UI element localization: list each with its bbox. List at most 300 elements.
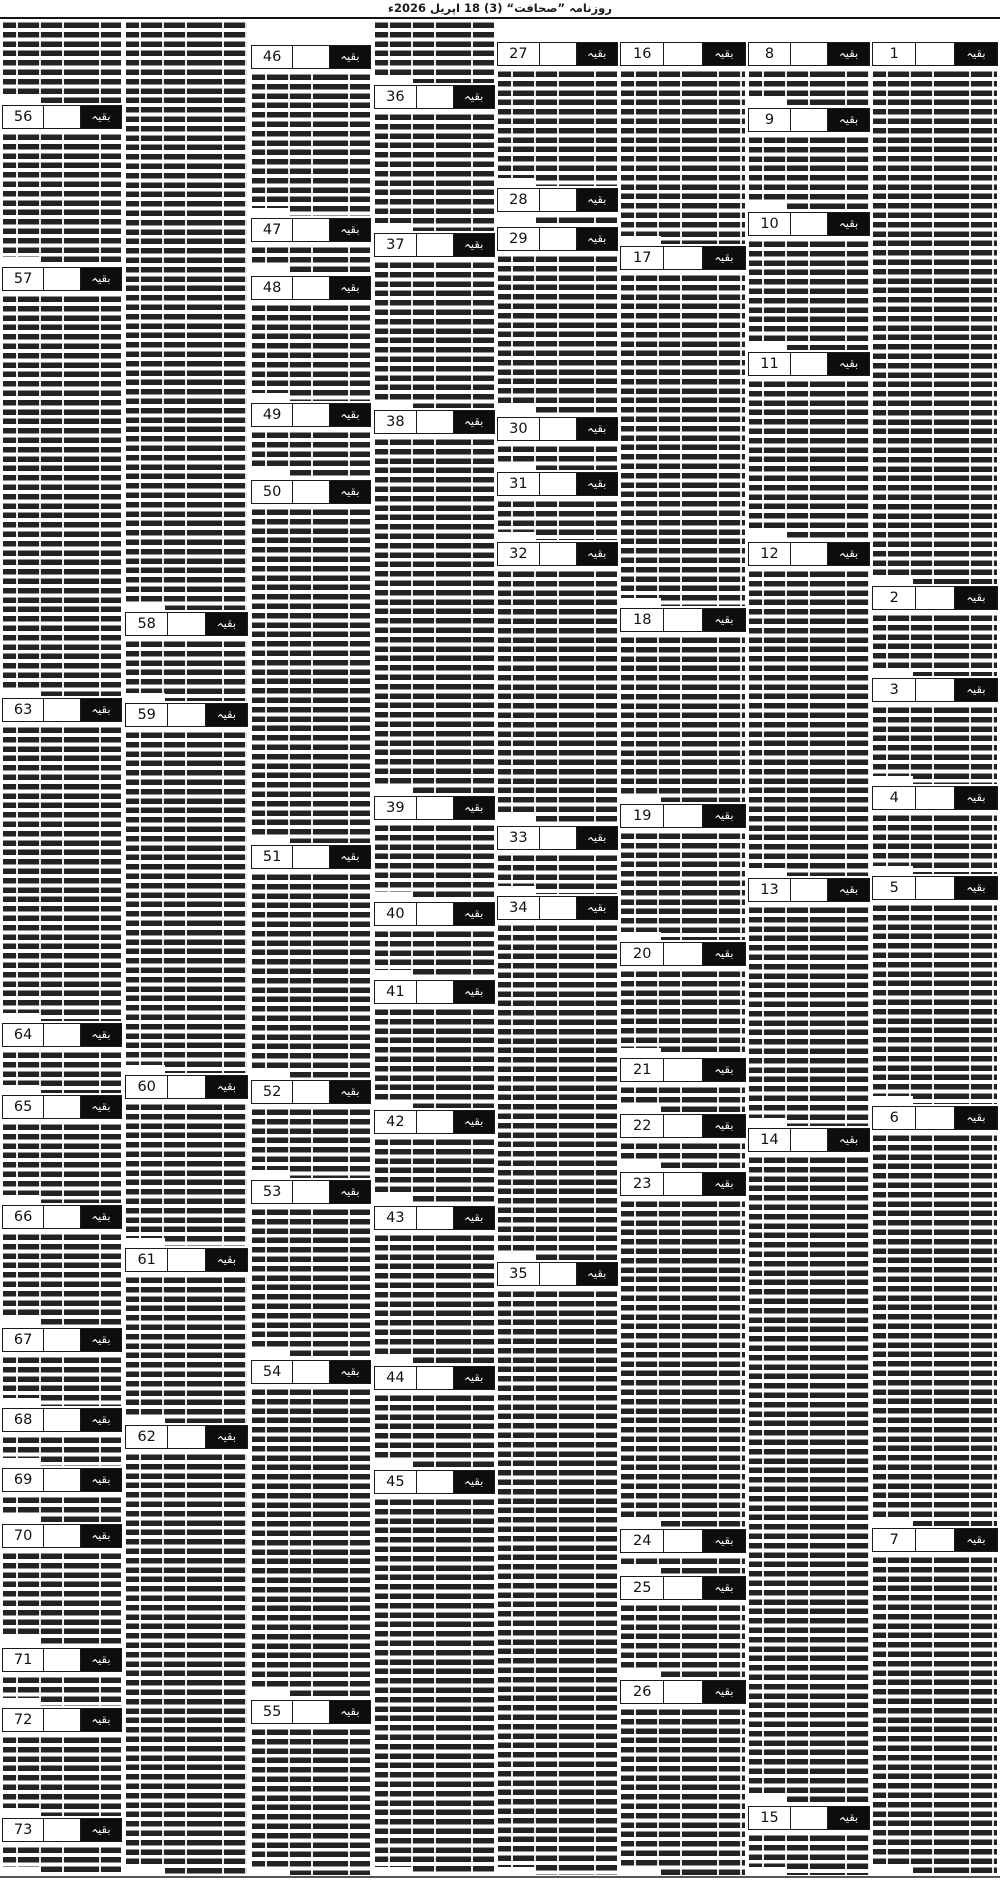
article-text-continuation — [3, 1495, 121, 1522]
item-blank-cell — [791, 543, 828, 565]
item-header — [2, 105, 122, 129]
item-header — [620, 1172, 746, 1196]
item-number: 6 — [873, 1107, 916, 1129]
item-number: 37 — [375, 234, 417, 256]
item-header — [748, 212, 870, 236]
item-header — [620, 608, 746, 632]
item-blank-cell — [168, 1249, 206, 1271]
item-header — [872, 786, 998, 810]
item-number: 12 — [749, 543, 791, 565]
item-blank-cell — [44, 1024, 81, 1046]
item-header — [620, 1058, 746, 1082]
item-header — [497, 542, 618, 566]
article-text-continuation — [126, 1452, 247, 1875]
item-blank-cell — [540, 228, 577, 250]
item-continued-label: بقیہ — [703, 609, 745, 631]
item-header — [872, 42, 998, 66]
item-header — [251, 1180, 371, 1204]
item-number: 17 — [621, 247, 664, 269]
item-number: 66 — [3, 1206, 44, 1228]
item-continued-label: بقیہ — [955, 787, 997, 809]
item-blank-cell — [540, 543, 577, 565]
item-header — [620, 1680, 746, 1704]
article-text-continuation — [621, 1141, 745, 1170]
item-header — [374, 796, 495, 820]
item-continued-label: بقیہ — [330, 219, 370, 241]
article-text-continuation — [375, 112, 494, 231]
item-header — [748, 352, 870, 376]
item-header — [620, 804, 746, 828]
item-header — [620, 1114, 746, 1138]
item-continued-label: بقیہ — [828, 213, 869, 235]
item-header — [251, 45, 371, 69]
item-header — [2, 1524, 122, 1548]
article-text-continuation — [873, 69, 997, 584]
article-text-continuation — [3, 1551, 121, 1646]
item-number: 42 — [375, 1111, 417, 1133]
item-blank-cell — [791, 1807, 828, 1829]
article-text-continuation — [375, 1137, 494, 1204]
item-blank-cell — [417, 234, 454, 256]
article-text-continuation — [749, 239, 869, 350]
item-continued-label: بقیہ — [577, 1263, 617, 1285]
item-number: 41 — [375, 981, 417, 1003]
article-text-continuation — [498, 923, 617, 1260]
item-continued-label: بقیہ — [703, 1115, 745, 1137]
item-number: 8 — [749, 43, 791, 65]
columns-area — [0, 20, 1000, 1877]
item-continued-label: بقیہ — [81, 1469, 121, 1491]
item-continued-label: بقیہ — [703, 247, 745, 269]
item-continued-label: بقیہ — [81, 1649, 121, 1671]
article-text-continuation — [3, 1050, 121, 1093]
article-text-continuation — [252, 1727, 370, 1875]
item-number: 32 — [498, 543, 540, 565]
item-header — [620, 1576, 746, 1600]
item-number: 30 — [498, 418, 540, 440]
item-continued-label: بقیہ — [81, 268, 121, 290]
item-number: 48 — [252, 277, 293, 299]
item-blank-cell — [44, 1329, 81, 1351]
item-continued-label: بقیہ — [330, 1361, 370, 1383]
item-blank-cell — [540, 43, 577, 65]
item-continued-label: بقیہ — [454, 1207, 494, 1229]
item-blank-cell — [44, 106, 81, 128]
item-number: 47 — [252, 219, 293, 241]
item-blank-cell — [293, 1361, 330, 1383]
article-text-continuation — [3, 1232, 121, 1326]
footer-rule — [0, 1876, 1000, 1878]
item-number: 15 — [749, 1807, 791, 1829]
item-blank-cell — [293, 1181, 330, 1203]
article-text-continuation — [375, 437, 494, 794]
item-blank-cell — [293, 1081, 330, 1103]
article-text-continuation — [126, 1275, 247, 1423]
news-column — [2, 20, 122, 1877]
article-text-continuation — [375, 20, 494, 83]
article-text-continuation — [375, 1233, 494, 1364]
item-number: 2 — [873, 587, 916, 609]
item-number: 73 — [3, 1819, 44, 1841]
item-blank-cell — [664, 1681, 702, 1703]
article-text-continuation — [873, 903, 997, 1104]
item-header — [748, 1806, 870, 1830]
article-text-continuation — [252, 303, 370, 401]
item-continued-label: بقیہ — [703, 1681, 745, 1703]
item-blank-cell — [168, 613, 206, 635]
item-blank-cell — [293, 277, 330, 299]
item-blank-cell — [540, 418, 577, 440]
item-blank-cell — [664, 247, 702, 269]
article-text-continuation — [749, 569, 869, 876]
item-number: 29 — [498, 228, 540, 250]
item-blank-cell — [293, 404, 330, 426]
item-blank-cell — [293, 846, 330, 868]
item-header — [497, 896, 618, 920]
item-blank-cell — [791, 879, 828, 901]
item-header — [497, 1262, 618, 1286]
item-continued-label: بقیہ — [828, 879, 869, 901]
item-number: 72 — [3, 1709, 44, 1731]
item-number: 65 — [3, 1096, 44, 1118]
item-continued-label: بقیہ — [577, 228, 617, 250]
item-blank-cell — [791, 353, 828, 375]
item-header — [872, 1106, 998, 1130]
item-continued-label: بقیہ — [330, 404, 370, 426]
item-header — [2, 698, 122, 722]
item-number: 67 — [3, 1329, 44, 1351]
item-blank-cell — [540, 897, 577, 919]
item-blank-cell — [44, 699, 81, 721]
article-text-continuation — [3, 20, 121, 103]
item-blank-cell — [664, 1173, 702, 1195]
item-number: 33 — [498, 827, 540, 849]
article-text-continuation — [252, 1207, 370, 1358]
item-header — [497, 472, 618, 496]
item-continued-label: بقیہ — [955, 43, 997, 65]
news-column — [125, 20, 248, 1877]
article-text-continuation — [3, 1675, 121, 1706]
item-header — [374, 1206, 495, 1230]
article-text-continuation — [3, 1122, 121, 1203]
item-blank-cell — [916, 787, 954, 809]
item-number: 38 — [375, 411, 417, 433]
article-text-continuation — [498, 215, 617, 225]
item-blank-cell — [293, 1701, 330, 1723]
item-number: 27 — [498, 43, 540, 65]
item-header — [748, 1128, 870, 1152]
item-continued-label: بقیہ — [703, 805, 745, 827]
item-blank-cell — [417, 797, 454, 819]
article-text-continuation — [252, 430, 370, 478]
article-text-continuation — [3, 1735, 121, 1816]
item-header — [620, 42, 746, 66]
item-header — [748, 878, 870, 902]
article-text-continuation — [621, 1603, 745, 1678]
item-header — [251, 480, 371, 504]
item-continued-label: بقیہ — [454, 903, 494, 925]
item-number: 51 — [252, 846, 293, 868]
item-blank-cell — [44, 1709, 81, 1731]
article-text-continuation — [749, 1155, 869, 1804]
article-text-continuation — [749, 135, 869, 210]
item-header — [2, 1648, 122, 1672]
item-blank-cell — [44, 1819, 81, 1841]
item-blank-cell — [44, 1409, 81, 1431]
item-number: 10 — [749, 213, 791, 235]
item-number: 53 — [252, 1181, 293, 1203]
item-continued-label: بقیہ — [330, 481, 370, 503]
item-continued-label: بقیہ — [454, 234, 494, 256]
item-blank-cell — [664, 1115, 702, 1137]
item-number: 31 — [498, 473, 540, 495]
item-header — [2, 1095, 122, 1119]
item-blank-cell — [540, 473, 577, 495]
item-blank-cell — [417, 1111, 454, 1133]
item-blank-cell — [916, 1107, 954, 1129]
item-blank-cell — [293, 219, 330, 241]
item-continued-label: بقیہ — [703, 1173, 745, 1195]
article-text-continuation — [126, 20, 247, 610]
item-header — [872, 586, 998, 610]
article-text-continuation — [252, 72, 370, 216]
item-blank-cell — [540, 1263, 577, 1285]
item-continued-label: بقیہ — [454, 1367, 494, 1389]
item-header — [2, 1468, 122, 1492]
item-blank-cell — [168, 1076, 206, 1098]
item-number: 68 — [3, 1409, 44, 1431]
item-number: 14 — [749, 1129, 791, 1151]
item-continued-label: بقیہ — [577, 543, 617, 565]
item-continued-label: بقیہ — [955, 587, 997, 609]
item-header — [251, 1080, 371, 1104]
item-continued-label: بقیہ — [81, 699, 121, 721]
item-number: 16 — [621, 43, 664, 65]
item-continued-label: بقیہ — [828, 43, 869, 65]
item-number: 61 — [126, 1249, 168, 1271]
article-text-continuation — [749, 1833, 869, 1875]
item-continued-label: بقیہ — [330, 1081, 370, 1103]
item-header — [374, 980, 495, 1004]
article-text-continuation — [621, 69, 745, 244]
item-continued-label: بقیہ — [330, 46, 370, 68]
item-continued-label: بقیہ — [577, 43, 617, 65]
item-header — [125, 612, 248, 636]
item-header — [748, 542, 870, 566]
item-blank-cell — [44, 1649, 81, 1671]
item-header — [374, 902, 495, 926]
article-text-continuation — [873, 1133, 997, 1526]
item-continued-label: بقیہ — [955, 679, 997, 701]
item-continued-label: بقیہ — [81, 1329, 121, 1351]
item-number: 44 — [375, 1367, 417, 1389]
item-number: 64 — [3, 1024, 44, 1046]
item-number: 50 — [252, 481, 293, 503]
item-number: 69 — [3, 1469, 44, 1491]
article-text-continuation — [621, 273, 745, 606]
item-number: 55 — [252, 1701, 293, 1723]
article-text-continuation — [621, 1707, 745, 1875]
item-number: 21 — [621, 1059, 664, 1081]
masthead-title: روزنامہ ”صحافت“ (3) 18 اپریل 2026ء — [388, 1, 612, 15]
item-number: 52 — [252, 1081, 293, 1103]
article-text-continuation — [621, 969, 745, 1056]
item-number: 59 — [126, 704, 168, 726]
item-number: 35 — [498, 1263, 540, 1285]
article-text-continuation — [873, 613, 997, 676]
item-continued-label: بقیہ — [330, 1701, 370, 1723]
item-header — [497, 188, 618, 212]
item-continued-label: بقیہ — [81, 106, 121, 128]
item-blank-cell — [44, 1096, 81, 1118]
item-blank-cell — [664, 1577, 702, 1599]
item-continued-label: بقیہ — [828, 353, 869, 375]
item-continued-label: بقیہ — [454, 1111, 494, 1133]
news-column — [620, 20, 746, 1877]
item-blank-cell — [540, 189, 577, 211]
item-continued-label: بقیہ — [577, 897, 617, 919]
item-continued-label: بقیہ — [330, 1181, 370, 1203]
item-blank-cell — [664, 609, 702, 631]
item-header — [620, 246, 746, 270]
item-continued-label: بقیہ — [81, 1525, 121, 1547]
article-text-continuation — [498, 853, 617, 894]
item-header — [125, 703, 248, 727]
item-header — [251, 218, 371, 242]
article-text-continuation — [749, 69, 869, 106]
item-header — [251, 276, 371, 300]
item-number: 23 — [621, 1173, 664, 1195]
article-text-continuation — [3, 1355, 121, 1406]
item-blank-cell — [44, 1469, 81, 1491]
masthead-rule — [0, 17, 1000, 19]
item-continued-label: بقیہ — [577, 827, 617, 849]
article-text-continuation — [873, 813, 997, 874]
item-blank-cell — [44, 1206, 81, 1228]
item-header — [2, 1408, 122, 1432]
article-text-continuation — [3, 294, 121, 696]
item-number: 63 — [3, 699, 44, 721]
item-continued-label: بقیہ — [206, 1426, 247, 1448]
item-number: 54 — [252, 1361, 293, 1383]
item-blank-cell — [664, 805, 702, 827]
item-continued-label: بقیہ — [577, 473, 617, 495]
item-header — [125, 1075, 248, 1099]
item-header — [2, 1328, 122, 1352]
item-continued-label: بقیہ — [206, 704, 247, 726]
item-header — [374, 410, 495, 434]
article-text-continuation — [498, 1289, 617, 1875]
item-continued-label: بقیہ — [454, 86, 494, 108]
item-continued-label: بقیہ — [81, 1096, 121, 1118]
item-number: 3 — [873, 679, 916, 701]
item-number: 4 — [873, 787, 916, 809]
news-column — [251, 20, 371, 1877]
item-header — [872, 876, 998, 900]
item-number: 56 — [3, 106, 44, 128]
item-number: 58 — [126, 613, 168, 635]
item-number: 22 — [621, 1115, 664, 1137]
item-header — [251, 1360, 371, 1384]
article-text-continuation — [873, 1555, 997, 1875]
article-text-continuation — [375, 929, 494, 978]
item-header — [2, 1708, 122, 1732]
item-continued-label: بقیہ — [703, 43, 745, 65]
item-header — [374, 1470, 495, 1494]
item-blank-cell — [417, 1207, 454, 1229]
item-blank-cell — [417, 86, 454, 108]
item-header — [620, 1529, 746, 1553]
article-text-continuation — [126, 730, 247, 1073]
item-continued-label: بقیہ — [955, 877, 997, 899]
item-blank-cell — [417, 903, 454, 925]
article-text-continuation — [252, 1107, 370, 1178]
item-continued-label: بقیہ — [454, 797, 494, 819]
item-number: 60 — [126, 1076, 168, 1098]
article-text-continuation — [126, 1102, 247, 1246]
article-text-continuation — [3, 1845, 121, 1875]
item-blank-cell — [791, 1129, 828, 1151]
item-continued-label: بقیہ — [828, 1129, 869, 1151]
item-header — [251, 403, 371, 427]
item-continued-label: بقیہ — [703, 1059, 745, 1081]
item-blank-cell — [664, 1530, 702, 1552]
news-column — [748, 20, 870, 1877]
article-text-continuation — [621, 1199, 745, 1527]
item-number: 24 — [621, 1530, 664, 1552]
item-blank-cell — [540, 827, 577, 849]
article-text-continuation — [749, 379, 869, 540]
item-number: 26 — [621, 1681, 664, 1703]
item-blank-cell — [664, 1059, 702, 1081]
article-text-continuation — [375, 823, 494, 900]
item-continued-label: بقیہ — [454, 981, 494, 1003]
article-text-continuation — [498, 69, 617, 186]
item-continued-label: بقیہ — [81, 1409, 121, 1431]
article-text-continuation — [252, 1387, 370, 1698]
item-blank-cell — [916, 877, 954, 899]
item-continued-label: بقیہ — [577, 189, 617, 211]
article-text-continuation — [375, 1393, 494, 1468]
item-blank-cell — [168, 704, 206, 726]
news-column — [374, 20, 495, 1877]
item-number: 18 — [621, 609, 664, 631]
article-text-continuation — [3, 132, 121, 265]
article-text-continuation — [498, 254, 617, 415]
article-text-continuation — [873, 705, 997, 784]
item-blank-cell — [417, 1367, 454, 1389]
article-text-continuation — [621, 1556, 745, 1574]
item-header — [2, 267, 122, 291]
item-number: 5 — [873, 877, 916, 899]
article-text-continuation — [498, 444, 617, 470]
item-header — [374, 1110, 495, 1134]
item-number: 13 — [749, 879, 791, 901]
item-header — [497, 42, 618, 66]
item-header — [374, 233, 495, 257]
item-continued-label: بقیہ — [955, 1529, 997, 1551]
article-text-continuation — [375, 1007, 494, 1108]
article-text-continuation — [498, 569, 617, 824]
item-continued-label: بقیہ — [955, 1107, 997, 1129]
item-continued-label: بقیہ — [81, 1206, 121, 1228]
news-column — [497, 20, 618, 1877]
item-continued-label: بقیہ — [828, 543, 869, 565]
item-blank-cell — [417, 981, 454, 1003]
item-number: 1 — [873, 43, 916, 65]
item-number: 62 — [126, 1426, 168, 1448]
item-number: 28 — [498, 189, 540, 211]
